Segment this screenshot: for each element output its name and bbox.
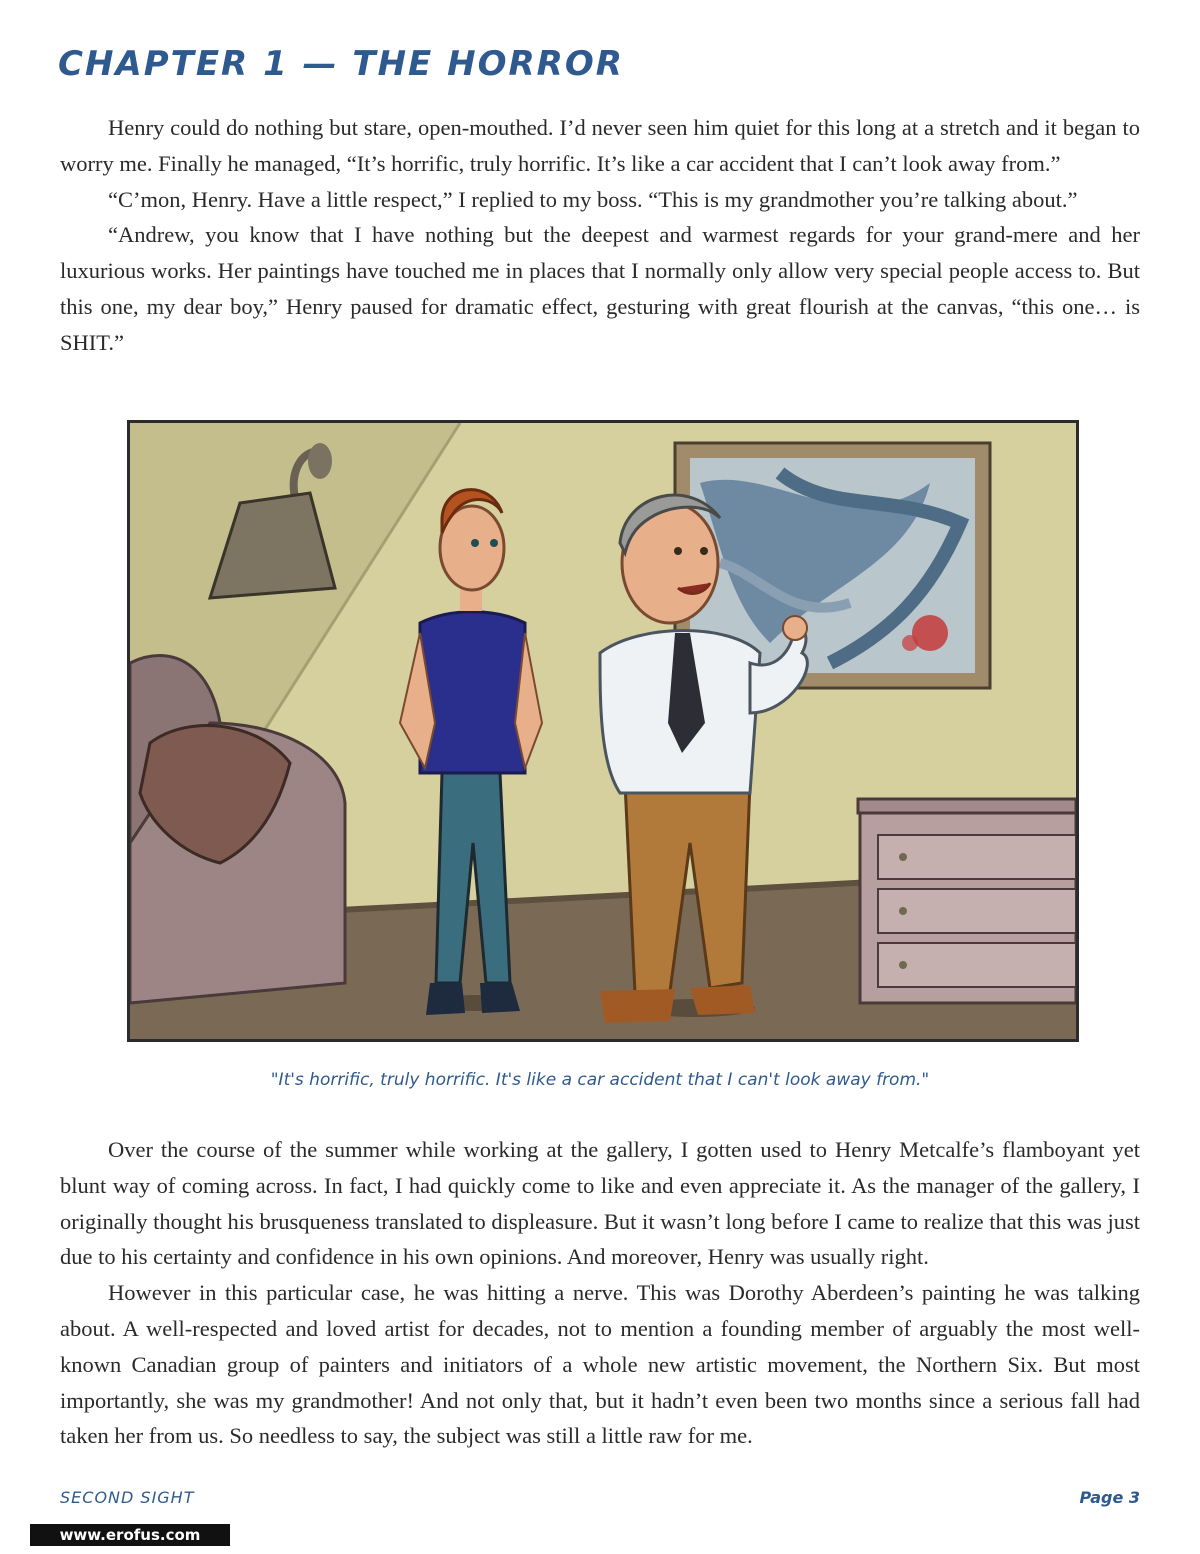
watermark: www.erofus.com (30, 1524, 230, 1546)
intro-paragraph-3: “Andrew, you know that I have nothing but the deepest and warmest regards for your grand-mere and her luxurious works. Her paintings have touched me in places that I normally only allow very special people access to. But this one, my dear boy,” Henry paused for dramatic effect, gesturing with great flourish at the canvas, “this one… is SHIT.” (60, 222, 1140, 355)
body-paragraph-1: Over the course of the summer while working at the gallery, I gotten used to Henry Metcalfe’s flamboyant yet blunt way of coming across. In fact, I had quickly come to like and even appreciate it. As the manager of the gallery, I originally thought his brusqueness translated to displeasure. But it wasn’t long before I came to realize that this was just due to his certainty and confidence in his own opinions. And moreover, Henry was usually right. (60, 1137, 1140, 1270)
intro-paragraph-2: “C’mon, Henry. Have a little respect,” I replied to my boss. “This is my grandmother you’re talking about.” (108, 186, 1078, 212)
footer-book-title: SECOND SIGHT (60, 1488, 195, 1507)
footer-page-number: Page 3 (1079, 1488, 1140, 1507)
illustration-caption: "It's horrific, truly horrific. It's like a car accident that I can't look away from." (270, 1070, 930, 1090)
dresser (858, 799, 1076, 1003)
body-text (60, 1132, 1140, 1454)
intro-text (60, 110, 1140, 361)
comic-illustration (127, 420, 1079, 1042)
chapter-title: CHAPTER 1 — THE HORROR (58, 44, 624, 84)
intro-paragraph-1: Henry could do nothing but stare, open-mouthed. I’d never seen him quiet for this long at a stretch and it began to worry me. Finally he managed, “It’s horrific, truly horrific. It’s like a car accident that I can’t look away from.” (60, 115, 1140, 176)
body-paragraph-2: However in this particular case, he was hitting a nerve. This was Dorothy Aberdeen’s painting he was talking about. A well-respected and loved artist for decades, not to mention a founding member of arguably the most well-known Canadian group of painters and initiators of a whole new artistic movement, the Northern Six. But most importantly, she was my grandmother! And not only that, but it hadn’t even been two months since a serious fall had taken her from us. So needless to say, the subject was still a little raw for me. (60, 1280, 1140, 1449)
